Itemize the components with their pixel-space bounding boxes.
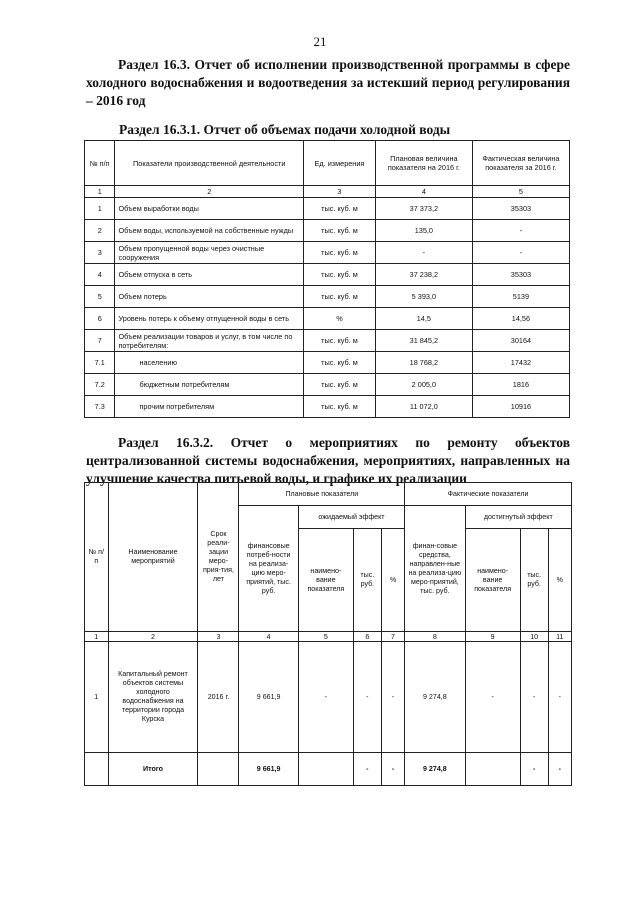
plan-value: - [375,242,472,264]
subsection1-title: Раздел 16.3.1. Отчет об объемах подачи холодной воды [119,122,451,137]
section-title: Раздел 16.3. Отчет об исполнении производственной программы в сфере холодного водоснабжения и водоотведения за истекший период регулирования – 2016 год [86,57,570,108]
indicator-name: населению [115,352,304,374]
table2-header-fact-finance: финан-совые средства, направлен-ные на реализа-цию меро-приятий, тыс. руб. [405,506,465,632]
repair-activities-table [84,482,572,786]
fact-value: 35303 [472,264,569,286]
table-row [85,264,570,286]
table2-colnum: 10 [520,632,548,642]
plan-value: 11 072,0 [375,396,472,418]
table1-colnum: 5 [472,186,569,198]
row-number: 3 [85,242,115,264]
total-expected-percent: - [381,753,404,786]
table-row [85,308,570,330]
table-row [85,330,570,352]
row-number: 2 [85,220,115,242]
total-label: Итого [108,753,198,786]
table-row [85,642,572,753]
fact-value: 30164 [472,330,569,352]
plan-value: 14,5 [375,308,472,330]
expected-thousand-rub: - [353,642,381,753]
table-row [85,374,570,396]
indicator-name: Уровень потерь к объему отпущенной воды в сеть [115,308,304,330]
row-number: 1 [85,198,115,220]
table2-colnum: 2 [108,632,198,642]
unit: тыс. куб. м [304,220,376,242]
table2-header-plan-finance: финансовые потреб-ности на реализа-цию меро-приятий, тыс. руб. [239,506,298,632]
table2-header-achieved-effect: достигнутый эффект [465,506,571,529]
plan-value: 31 845,2 [375,330,472,352]
table2-header-term: Срок реали-зации меро-прия-тия, лет [198,483,239,632]
unit: тыс. куб. м [304,198,376,220]
table-row [85,286,570,308]
fact-value: 14,56 [472,308,569,330]
indicator-name: Объем пропущенной воды через очистные сооружения [115,242,304,264]
total-achieved-thousand-rub: - [520,753,548,786]
fact-finance: 9 274,8 [405,642,465,753]
table2-header-indicator-name-2: наимено-вание показателя [465,529,520,632]
table-row [85,396,570,418]
table1-header-plan: Плановая величина показателя на 2016 г. [375,141,472,186]
table2-colnum: 3 [198,632,239,642]
row-number: 7 [85,330,115,352]
plan-value: 37 373,2 [375,198,472,220]
indicator-name: Объем воды, используемой на собственные нужды [115,220,304,242]
row-number: 1 [85,642,109,753]
row-number: 4 [85,264,115,286]
table1-colnum: 2 [115,186,304,198]
row-number: 6 [85,308,115,330]
table2-colnum: 1 [85,632,109,642]
unit: тыс. куб. м [304,330,376,352]
indicator-name: Объем выработки воды [115,198,304,220]
row-number: 7.2 [85,374,115,396]
row-number: 7.3 [85,396,115,418]
table1-header-unit: Ед. измерения [304,141,376,186]
table1-colnum: 1 [85,186,115,198]
unit: тыс. куб. м [304,352,376,374]
table-row [85,352,570,374]
achieved-indicator: - [465,642,520,753]
unit: тыс. куб. м [304,264,376,286]
table1-header-fact: Фактическая величина показателя за 2016 г. [472,141,569,186]
indicator-name: бюджетным потребителям [115,374,304,396]
table2-header-name: Наименование мероприятий [108,483,198,632]
unit: тыс. куб. м [304,286,376,308]
table2-header-indicator-name: наимено-вание показателя [298,529,353,632]
table2-colnum: 7 [381,632,404,642]
row-number: 7.1 [85,352,115,374]
plan-value: 135,0 [375,220,472,242]
page-number: 21 [313,34,327,49]
expected-indicator: - [298,642,353,753]
achieved-percent: - [548,642,571,753]
fact-value: - [472,220,569,242]
fact-value: 10916 [472,396,569,418]
table2-header-thousand-rub-2: тыс. руб. [520,529,548,632]
plan-value: 18 768,2 [375,352,472,374]
table2-colnum: 8 [405,632,465,642]
indicator-name: прочим потребителям [115,396,304,418]
row-number: 5 [85,286,115,308]
indicator-name: Объем отпуска в сеть [115,264,304,286]
table2-header-thousand-rub: тыс. руб. [353,529,381,632]
plan-value: 5 393,0 [375,286,472,308]
table2-header-expected-effect: ожидаемый эффект [298,506,404,529]
table2-column-numbers [85,632,572,642]
table-row [85,220,570,242]
table2-colnum: 11 [548,632,571,642]
table2-colnum: 6 [353,632,381,642]
unit: % [304,308,376,330]
fact-value: 1816 [472,374,569,396]
table-row [85,198,570,220]
fact-value: 17432 [472,352,569,374]
total-row [85,753,572,786]
indicator-name: Объем реализации товаров и услуг, в том числе по потребителям: [115,330,304,352]
fact-value: 35303 [472,198,569,220]
table2-header-percent: % [381,529,404,632]
unit: тыс. куб. м [304,396,376,418]
table1-header-num: № п/п [85,141,115,186]
fact-value: - [472,242,569,264]
table1-header-indicator: Показатели производственной деятельности [115,141,304,186]
subsection2-title: Раздел 16.3.2. Отчет о мероприятиях по ремонту объектов централизованной системы водоснабжения, мероприятиях, направленных на улучшение качества питьевой воды, и графике их реализации [86,435,570,486]
table2-colnum: 5 [298,632,353,642]
water-supply-volume-table [84,140,570,418]
table-row [85,242,570,264]
achieved-thousand-rub: - [520,642,548,753]
total-expected-thousand-rub: - [353,753,381,786]
plan-finance: 9 661,9 [239,642,298,753]
table1-column-numbers [85,186,570,198]
table1-colnum: 3 [304,186,376,198]
table1-colnum: 4 [375,186,472,198]
indicator-name: Объем потерь [115,286,304,308]
table2-header-percent-2: % [548,529,571,632]
unit: тыс. куб. м [304,374,376,396]
table2-header-actual: Фактические показатели [405,483,572,506]
total-plan-finance: 9 661,9 [239,753,298,786]
table2-colnum: 4 [239,632,298,642]
fact-value: 5139 [472,286,569,308]
total-achieved-percent: - [548,753,571,786]
table2-header-num: № п/п [85,483,109,632]
plan-value: 2 005,0 [375,374,472,396]
unit: тыс. куб. м [304,242,376,264]
activity-term: 2016 г. [198,642,239,753]
plan-value: 37 238,2 [375,264,472,286]
total-fact-finance: 9 274,8 [405,753,465,786]
activity-name: Капитальный ремонт объектов системы холодного водоснабжения на территории города Курска [108,642,198,753]
expected-percent: - [381,642,404,753]
table2-colnum: 9 [465,632,520,642]
table2-header-planned: Плановые показатели [239,483,405,506]
